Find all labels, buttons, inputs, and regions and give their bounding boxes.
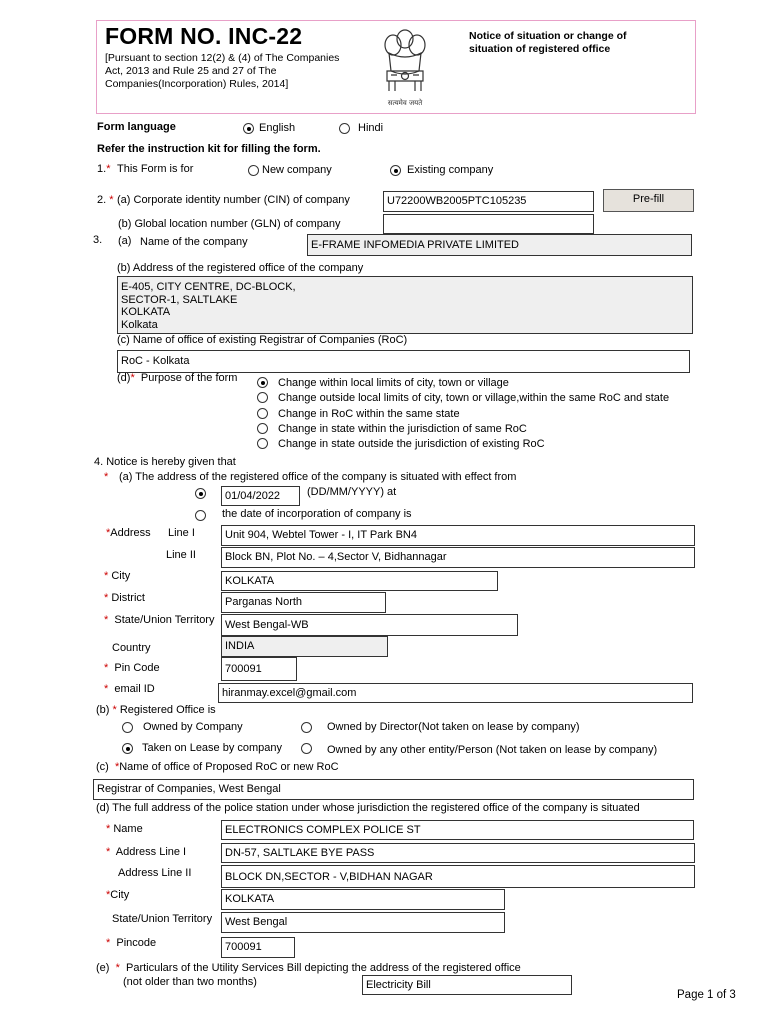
q3-number: 3.	[93, 234, 103, 246]
state-input[interactable]: West Bengal-WB	[221, 614, 518, 636]
q4c-label: (c) *Name of office of Proposed RoC or new RoC	[96, 761, 339, 773]
effective-date-radio[interactable]	[195, 488, 206, 499]
q3a-tag: (a)	[118, 235, 132, 247]
country-label: Country	[112, 642, 151, 654]
gln-input[interactable]	[383, 214, 594, 234]
owned-by-other-radio[interactable]	[301, 743, 312, 754]
state-label: * State/Union Territory	[104, 614, 215, 626]
q4d-label: (d) The full address of the police station under whose jurisdiction the registered office of the company is situated	[96, 802, 640, 814]
purpose-option-3: Change in RoC within the same state	[278, 408, 460, 420]
police-line1-input[interactable]: DN-57, SALTLAKE BYE PASS	[221, 843, 695, 863]
effective-date-input[interactable]: 01/04/2022	[221, 486, 300, 506]
purpose-label: (d)* Purpose of the form	[117, 372, 238, 384]
gln-label: (b) Global location number (GLN) of company	[118, 218, 341, 230]
owned-by-director-radio[interactable]	[301, 722, 312, 733]
form-header	[96, 20, 696, 114]
city-label: * City	[104, 570, 131, 582]
new-company-label: New company	[262, 164, 332, 176]
police-name-input[interactable]: ELECTRONICS COMPLEX POLICE ST	[221, 820, 694, 840]
date-format-label: (DD/MM/YYYY) at	[307, 486, 397, 498]
email-input[interactable]: hiranmay.excel@gmail.com	[218, 683, 693, 703]
utility-bill-input[interactable]: Electricity Bill	[362, 975, 572, 995]
purpose-option-5: Change in state outside the jurisdiction of existing RoC	[278, 438, 545, 450]
company-name-label: Name of the company	[140, 236, 248, 248]
address-line1-input[interactable]: Unit 904, Webtel Tower - I, IT Park BN4	[221, 525, 695, 546]
company-name-input[interactable]: E-FRAME INFOMEDIA PRIVATE LIMITED	[307, 234, 692, 256]
existing-company-radio[interactable]	[390, 165, 401, 176]
purpose-radio-3[interactable]	[257, 408, 268, 419]
incorporation-date-radio[interactable]	[195, 510, 206, 521]
police-name-label: * Name	[106, 823, 143, 835]
email-label: * email ID	[104, 683, 155, 695]
prefill-button[interactable]: Pre-fill	[603, 189, 694, 212]
district-label: * District	[104, 592, 145, 604]
new-company-radio[interactable]	[248, 165, 259, 176]
lease-by-company-label: Taken on Lease by company	[142, 742, 283, 754]
address-line2-input[interactable]: Block BN, Plot No. – 4,Sector V, Bidhannagar	[221, 547, 695, 568]
owned-by-company-radio[interactable]	[122, 722, 133, 733]
police-pin-label: * Pincode	[106, 937, 157, 949]
emblem-motto: सत्यमेव जयते	[387, 99, 423, 107]
country-input[interactable]: INDIA	[221, 636, 388, 657]
owned-by-director-label: Owned by Director(Not taken on lease by company)	[327, 721, 580, 733]
q1-label: This Form is for	[117, 163, 194, 175]
owned-by-other-label: Owned by any other entity/Person (Not taken on lease by company)	[327, 744, 658, 756]
pin-label: * Pin Code	[104, 662, 160, 674]
police-state-input[interactable]: West Bengal	[221, 912, 505, 933]
form-language-label: Form language	[97, 121, 176, 133]
purpose-radio-2[interactable]	[257, 392, 268, 403]
police-state-label: State/Union Territory	[112, 913, 213, 925]
language-english-label: English	[259, 122, 296, 134]
q4a-required: *	[104, 471, 109, 483]
incorporation-date-label: the date of incorporation of company is	[222, 508, 412, 520]
q4a-label: (a) The address of the registered office of the company is situated with effect from	[119, 471, 517, 483]
pursuant-text: [Pursuant to section 12(2) & (4) of The Companies Act, 2013 and Rule 25 and 27 of The Companies(Incorporation) Rules, 2014]	[105, 52, 340, 90]
police-line2-label: Address Line II	[118, 867, 192, 879]
purpose-option-4: Change in state within the jurisdiction of same RoC	[278, 423, 527, 435]
national-emblem-icon	[375, 25, 435, 111]
q1-number: 1.*	[97, 163, 111, 175]
address-line2-label: Line II	[166, 549, 196, 561]
purpose-radio-1[interactable]	[257, 377, 268, 388]
q2-number: 2. *	[97, 194, 114, 206]
police-pin-input[interactable]: 700091	[221, 937, 295, 958]
purpose-radio-4[interactable]	[257, 423, 268, 434]
district-input[interactable]: Parganas North	[221, 592, 386, 613]
police-city-input[interactable]: KOLKATA	[221, 889, 505, 910]
new-address-label: *Address	[106, 527, 151, 539]
language-hindi-label: Hindi	[358, 122, 384, 134]
police-line1-label: * Address Line I	[106, 846, 187, 858]
page-number: Page 1 of 3	[677, 989, 736, 1001]
owned-by-company-label: Owned by Company	[143, 721, 243, 733]
police-city-label: *City	[106, 889, 130, 901]
instruction-text: Refer the instruction kit for filling the form.	[97, 143, 321, 155]
registered-address-label: (b) Address of the registered office of the company	[117, 262, 364, 274]
existing-roc-label: (c) Name of office of existing Registrar of Companies (RoC)	[117, 334, 408, 346]
q4b-label: (b) * Registered Office is	[96, 704, 216, 716]
purpose-option-2: Change outside local limits of city, town or village,within the same RoC and state	[278, 392, 670, 404]
address-line1-label: Line I	[168, 527, 195, 539]
cin-label: (a) Corporate identity number (CIN) of company	[117, 194, 350, 206]
proposed-roc-input[interactable]: Registrar of Companies, West Bengal	[93, 779, 694, 800]
q4e-sub-label: (not older than two months)	[123, 976, 257, 988]
pin-input[interactable]: 700091	[221, 657, 297, 681]
existing-roc-input[interactable]: RoC - Kolkata	[117, 350, 690, 373]
registered-address-box[interactable]: E-405, CITY CENTRE, DC-BLOCK, SECTOR-1, SALTLAKE KOLKATA Kolkata	[117, 276, 693, 334]
existing-company-label: Existing company	[407, 164, 494, 176]
form-number: FORM NO. INC-22	[105, 23, 303, 49]
purpose-radio-5[interactable]	[257, 438, 268, 449]
police-line2-input[interactable]: BLOCK DN,SECTOR - V,BIDHAN NAGAR	[221, 865, 695, 888]
language-hindi-radio[interactable]	[339, 123, 350, 134]
q4-title: 4. Notice is hereby given that	[94, 456, 236, 468]
cin-input[interactable]: U72200WB2005PTC105235	[383, 191, 594, 212]
lease-by-company-radio[interactable]	[122, 743, 133, 754]
q4e-label: (e) * Particulars of the Utility Services Bill depicting the address of the registered office	[96, 962, 521, 974]
language-english-radio[interactable]	[243, 123, 254, 134]
notice-title: Notice of situation or change of situation of registered office	[469, 30, 627, 55]
city-input[interactable]: KOLKATA	[221, 571, 498, 591]
purpose-option-1: Change within local limits of city, town or village	[278, 377, 509, 389]
